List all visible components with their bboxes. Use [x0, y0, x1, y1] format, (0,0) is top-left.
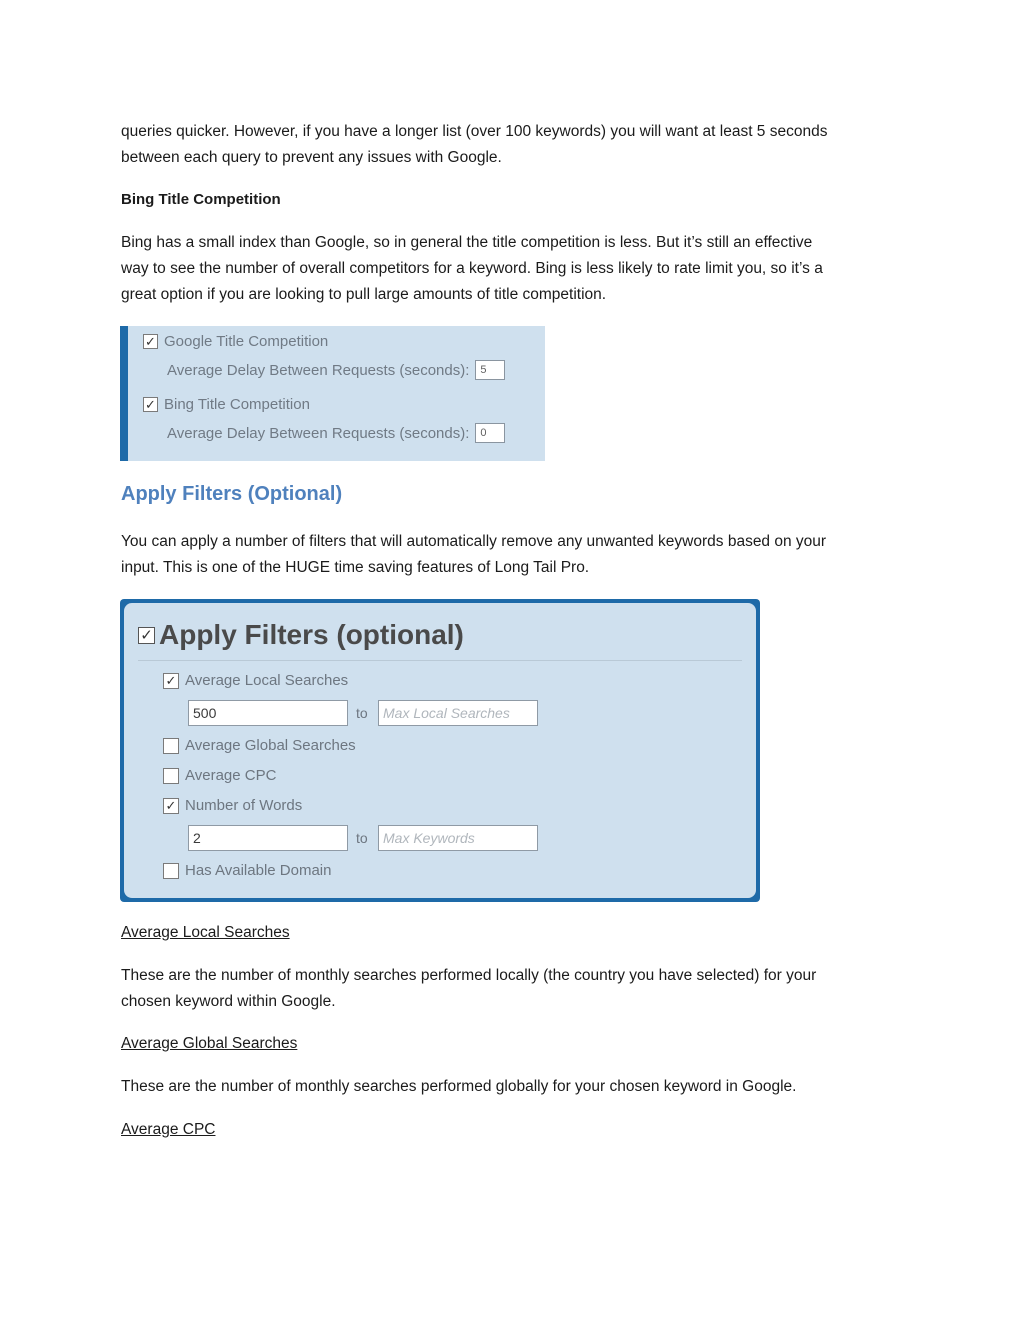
apply-filters-title: Apply Filters (optional) — [159, 619, 464, 650]
average-global-searches-checkbox[interactable] — [163, 738, 179, 754]
number-of-words-checkbox[interactable]: ✓ — [163, 798, 179, 814]
average-local-searches-checkbox[interactable]: ✓ — [163, 673, 179, 689]
bing-delay-label: Average Delay Between Requests (seconds): — [167, 424, 470, 442]
average-local-searches-subheading: Average Local Searches — [121, 924, 290, 941]
text-line: You can apply a number of filters that will automatically remove any unwanted keywords based on your — [121, 533, 827, 550]
average-cpc-subheading: Average CPC — [121, 1121, 216, 1138]
min-local-searches-input[interactable]: 500 — [188, 700, 348, 726]
to-label: to — [356, 830, 368, 846]
apply-filters-heading: Apply Filters (Optional) — [121, 483, 343, 505]
average-global-searches-subheading: Average Global Searches — [121, 1035, 298, 1052]
filters-paragraph — [121, 529, 911, 581]
average-local-searches-label: Average Local Searches — [185, 672, 349, 689]
apply-filters-panel — [120, 599, 760, 902]
text-line: queries quicker. However, if you have a longer list (over 100 keywords) you will want at least 5 seconds — [121, 123, 828, 140]
google-title-competition-checkbox[interactable]: ✓ — [143, 334, 158, 349]
max-keywords-input[interactable]: Max Keywords — [378, 825, 538, 851]
text-line: chosen keyword within Google. — [121, 993, 336, 1010]
average-cpc-label: Average CPC — [185, 767, 277, 784]
text-line: input. This is one of the HUGE time saving features of Long Tail Pro. — [121, 559, 590, 576]
has-available-domain-checkbox[interactable] — [163, 863, 179, 879]
apply-filters-checkbox[interactable]: ✓ — [138, 627, 155, 644]
intro-paragraph — [121, 119, 911, 171]
average-cpc-checkbox[interactable] — [163, 768, 179, 784]
bing-title-competition-checkbox[interactable]: ✓ — [143, 397, 158, 412]
google-delay-input[interactable]: 5 — [475, 360, 505, 380]
local-searches-paragraph — [121, 963, 911, 1015]
google-delay-label: Average Delay Between Requests (seconds): — [167, 361, 470, 379]
has-available-domain-label: Has Available Domain — [185, 862, 332, 879]
text-line: These are the number of monthly searches performed locally (the country you have selected) for your — [121, 967, 817, 984]
max-local-searches-input[interactable]: Max Local Searches — [378, 700, 538, 726]
text-line: great option if you are looking to pull large amounts of title competition. — [121, 286, 607, 303]
divider — [138, 660, 742, 661]
text-line: way to see the number of overall competitors for a keyword. Bing is less likely to rate limit you, so it’s a — [121, 260, 823, 277]
google-title-competition-label: Google Title Competition — [164, 333, 329, 350]
bing-paragraph — [121, 230, 911, 308]
global-searches-paragraph: These are the number of monthly searches performed globally for your chosen keyword in Google. — [121, 1078, 797, 1095]
to-label: to — [356, 705, 368, 721]
number-of-words-label: Number of Words — [185, 797, 303, 814]
bing-delay-input[interactable]: 0 — [475, 423, 505, 443]
text-line: Bing has a small index than Google, so in general the title competition is less. But it’s still an effective — [121, 234, 813, 251]
text-line: between each query to prevent any issues with Google. — [121, 149, 502, 166]
bing-title-heading: Bing Title Competition — [121, 191, 281, 208]
average-global-searches-label: Average Global Searches — [185, 737, 356, 754]
title-competition-panel — [120, 326, 545, 461]
bing-title-competition-label: Bing Title Competition — [164, 396, 310, 413]
min-keywords-input[interactable]: 2 — [188, 825, 348, 851]
